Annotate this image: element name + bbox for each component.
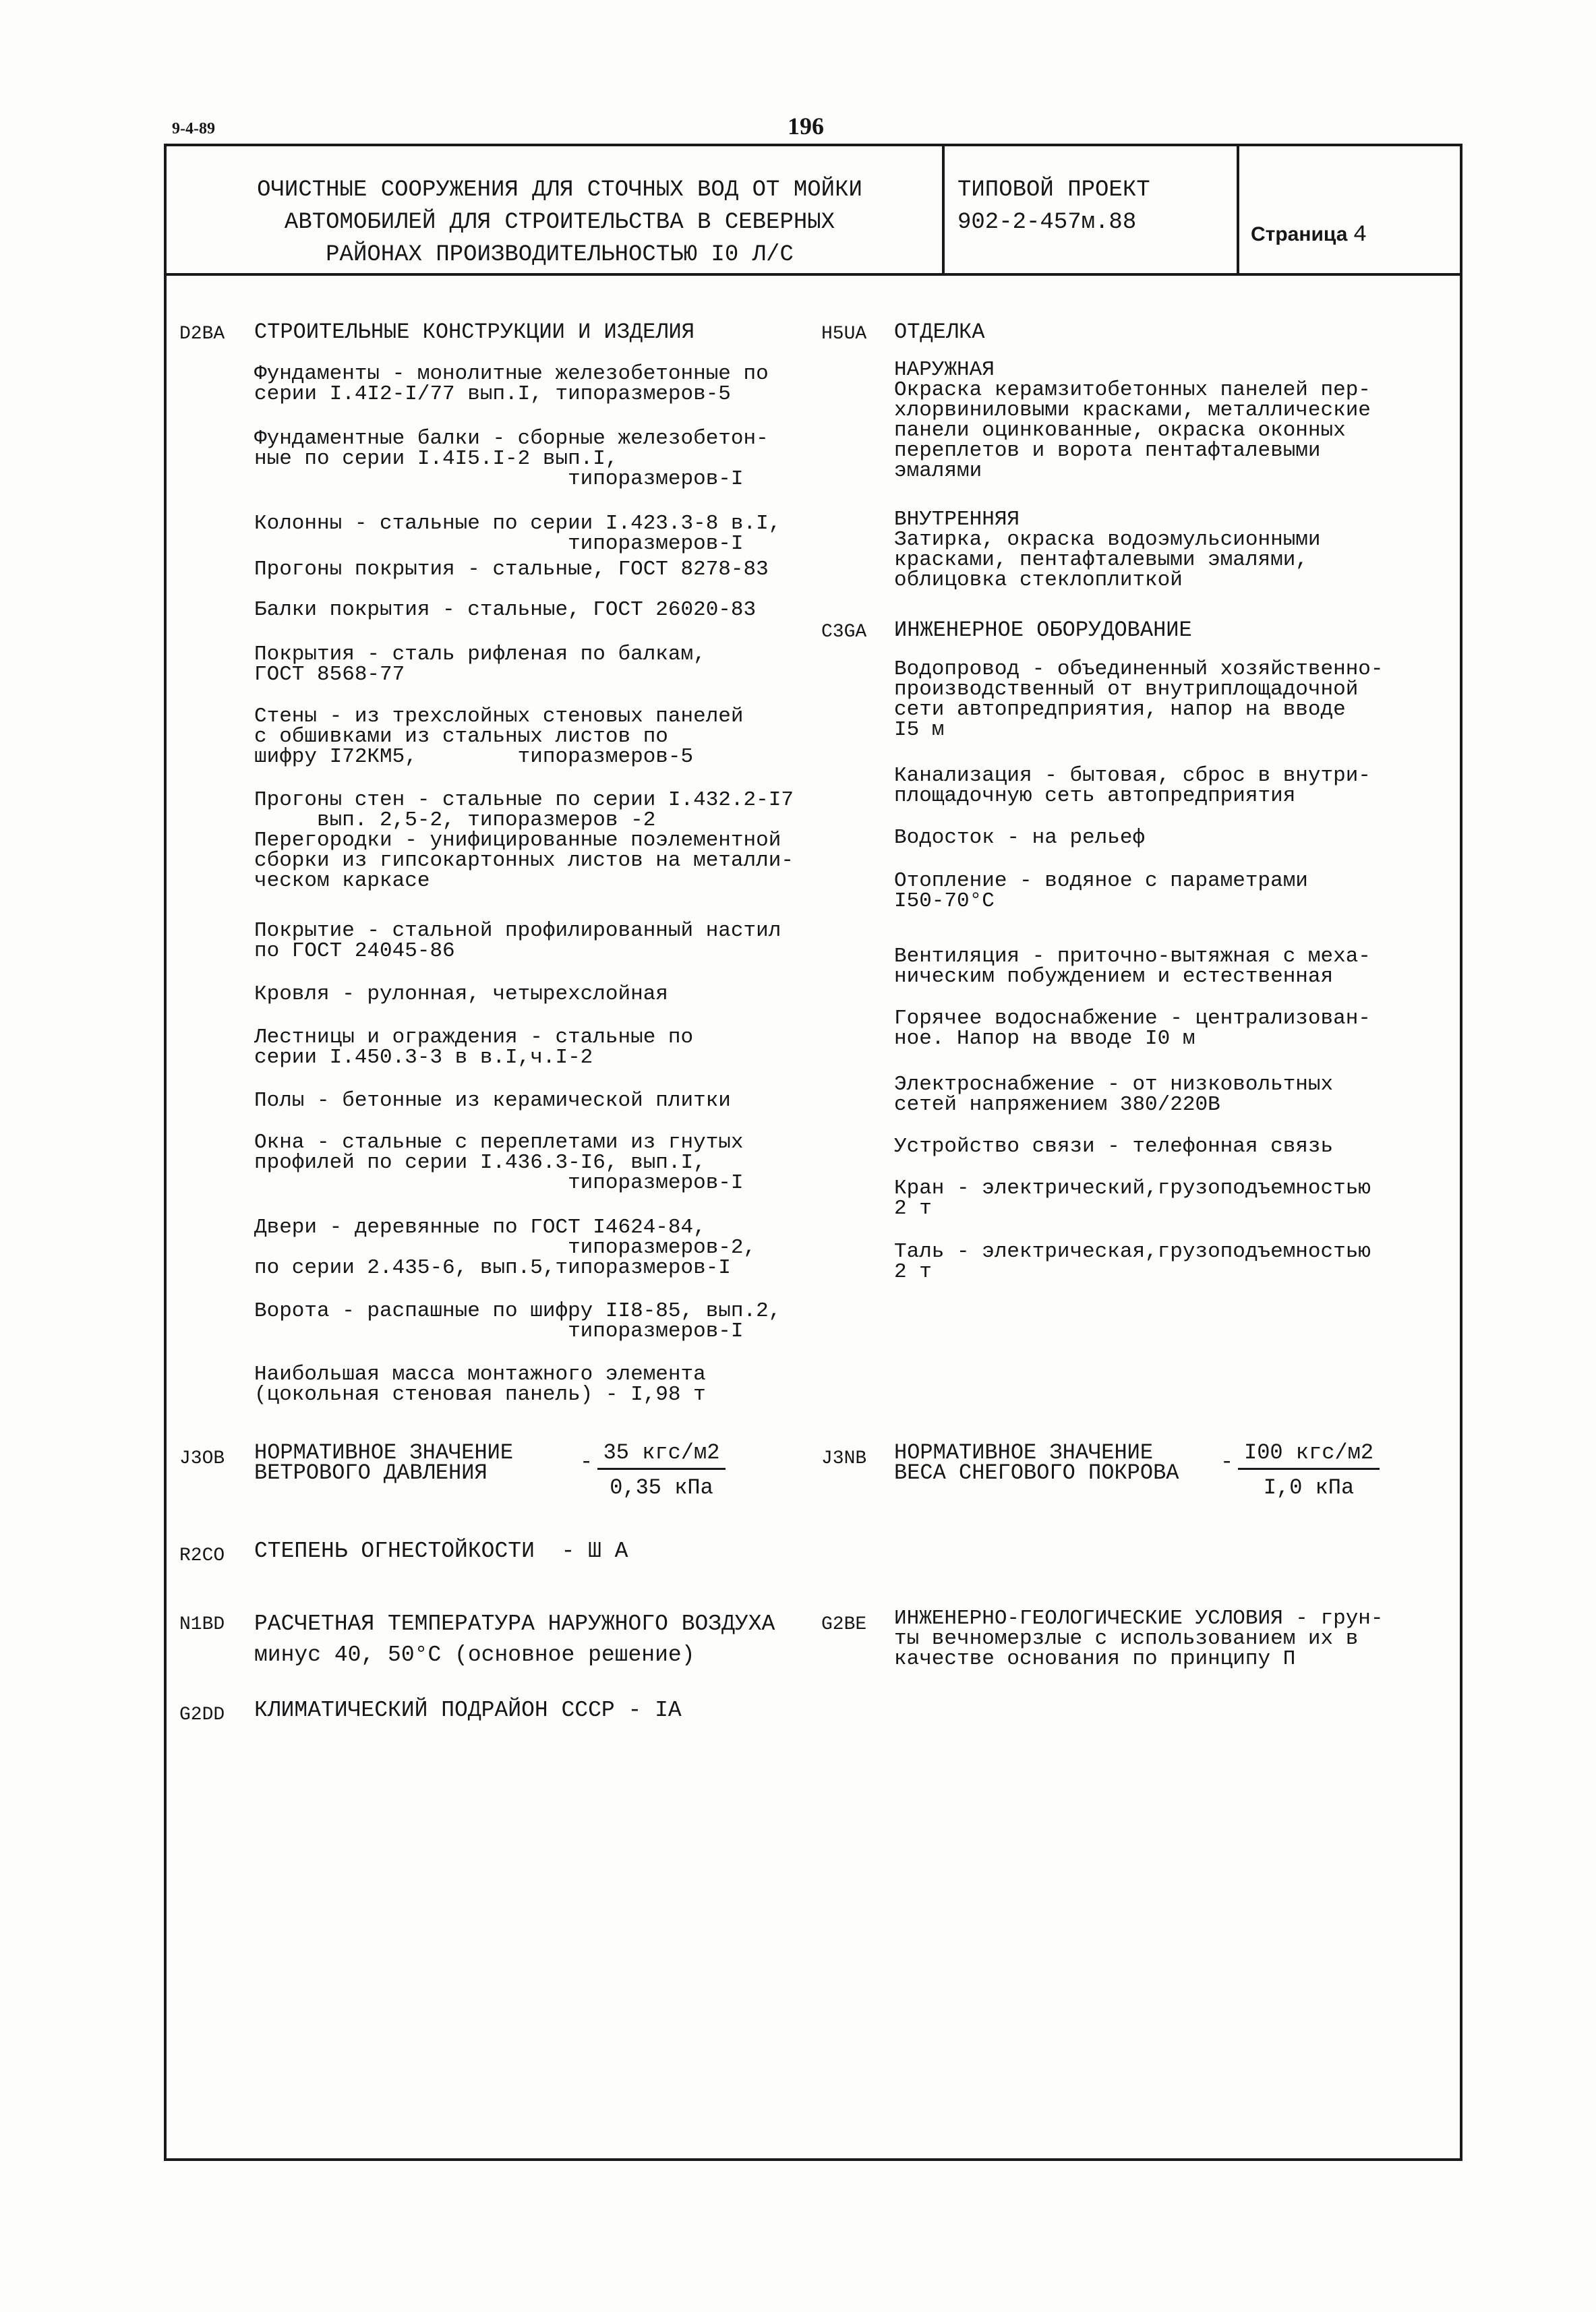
snow-value-kpa: I,0 кПа — [1263, 1475, 1355, 1500]
left-item: Колонны - стальные по серии I.423.3-8 в.I, типоразмеров-I — [254, 512, 781, 556]
right-item: Горячее водоснабжение - централизован- ное. Напор на вводе I0 м — [894, 1007, 1371, 1050]
geology-conditions: ИНЖЕНЕРНО-ГЕОЛОГИЧЕСКИЕ УСЛОВИЯ - грун- ты вечномерзлые с использованием их в качестве основания по принципу П — [894, 1607, 1384, 1671]
wind-label: НОРМАТИВНОЕ ЗНАЧЕНИЕ ВЕТРОВОГО ДАВЛЕНИЯ — [254, 1440, 514, 1485]
document-code: 9-4-89 — [172, 120, 215, 138]
right-item: Водосток - на рельеф — [894, 826, 1146, 850]
section-heading: ОТДЕЛКА — [894, 320, 985, 345]
title-block-divider — [164, 273, 1462, 276]
wind-value-kgs: 35 кгс/м2 — [597, 1440, 726, 1470]
left-item: Полы - бетонные из керамической плитки — [254, 1089, 731, 1113]
right-item: Устройство связи - телефонная связь — [894, 1135, 1334, 1158]
project-label: ТИПОВОЙ ПРОЕКТ — [957, 177, 1150, 203]
temperature-code: N1BD — [179, 1614, 225, 1635]
section-code: H5UA — [821, 324, 867, 345]
snow-value-kgs: I00 кгс/м2 — [1238, 1440, 1380, 1470]
right-item: Таль - электрическая,грузоподъемностью 2 т — [894, 1240, 1371, 1284]
snow-fraction — [1238, 1440, 1380, 1500]
right-item: Электроснабжение - от низковольтных сетей напряжением 380/220В — [894, 1073, 1334, 1117]
section-code: C3GA — [821, 622, 867, 643]
snow-label: НОРМАТИВНОЕ ЗНАЧЕНИЕ ВЕСА СНЕГОВОГО ПОКРОВА — [894, 1440, 1179, 1485]
fire-resistance: СТЕПЕНЬ ОГНЕСТОЙКОСТИ - Ш А — [254, 1539, 628, 1564]
wind-value-kpa: 0,35 кПа — [610, 1475, 713, 1500]
left-item: Стены - из трехслойных стеновых панелей с обшивками из стальных листов по шифру I72КМ5, типоразмеров-5 — [254, 705, 744, 769]
project-number: 902-2-457м.88 — [957, 210, 1137, 235]
left-item: Прогоны стен - стальные по серии I.432.2-I7 вып. 2,5-2, типоразмеров -2 Перегородки - унифицированные поэлементной сборки из гипсокартонных листов на металли- ческом каркасе — [254, 788, 794, 893]
title-line-1: ОЧИСТНЫЕ СООРУЖЕНИЯ ДЛЯ СТОЧНЫХ ВОД ОТ МОЙКИ — [257, 177, 862, 203]
sheet-page-label: Страница — [1251, 223, 1348, 245]
left-item: Наибольшая масса монтажного элемента (цокольная стеновая панель) - I,98 т — [254, 1363, 706, 1406]
right-item: Канализация - бытовая, сброс в внутри- площадочную сеть автопредприятия — [894, 764, 1371, 808]
left-item: Покрытия - сталь рифленая по балкам, ГОСТ 8568-77 — [254, 643, 706, 686]
section-heading: ИНЖЕНЕРНОЕ ОБОРУДОВАНИЕ — [894, 618, 1192, 643]
left-item: Фундаменты - монолитные железобетонные по серии I.4I2-I/77 вып.I, типоразмеров-5 — [254, 362, 769, 406]
sheet-page-value: 4 — [1353, 223, 1367, 248]
left-item: Кровля - рулонная, четырехслойная — [254, 982, 668, 1006]
sheet-page — [1251, 223, 1367, 248]
section-heading: СТРОИТЕЛЬНЫЕ КОНСТРУКЦИИ И ИЗДЕЛИЯ — [254, 320, 694, 345]
wind-code: J3OB — [179, 1448, 225, 1469]
wind-fraction — [597, 1440, 726, 1500]
page-number: 196 — [788, 113, 824, 140]
section-code: D2BA — [179, 324, 225, 345]
left-item: Окна - стальные с переплетами из гнутых профилей по серии I.436.3-I6, вып.I, типоразмеров-I — [254, 1131, 744, 1195]
left-item: Ворота - распашные по шифру II8-85, вып.2, типоразмеров-I — [254, 1299, 781, 1343]
climate-subregion: КЛИМАТИЧЕСКИЙ ПОДРАЙОН СССР - IА — [254, 1698, 682, 1723]
wind-dash: - — [580, 1450, 593, 1475]
snow-code: J3NB — [821, 1448, 867, 1469]
right-item: ВНУТРЕННЯЯ Затирка, окраска водоэмульсионными красками, пентафталевыми эмалями, облицовка стеклоплиткой — [894, 508, 1321, 592]
climate-code: G2DD — [179, 1705, 225, 1725]
project-info — [957, 174, 1254, 239]
snow-dash: - — [1220, 1450, 1234, 1475]
right-item: Отопление - водяное с параметрами I50-70°С — [894, 869, 1308, 913]
left-item: Лестницы и ограждения - стальные по серии I.450.3-3 в в.I,ч.I-2 — [254, 1026, 694, 1069]
right-item: Вентиляция - приточно-вытяжная с меха- ническим побуждением и естественная — [894, 945, 1371, 988]
title-line-3: РАЙОНАХ ПРОИЗВОДИТЕЛЬНОСТЬЮ I0 Л/С — [326, 242, 794, 268]
left-item: Балки покрытия - стальные, ГОСТ 26020-83 — [254, 598, 757, 622]
right-item: НАРУЖНАЯ Окраска керамзитобетонных панелей пер- хлорвиниловыми красками, металлические панели оцинкованные, окраска оконных переплетов и ворота пентафталевыми эмалями — [894, 358, 1371, 483]
left-item: Фундаментные балки - сборные железобетон- ные по серии I.4I5.I-2 вып.I, типоразмеров-I — [254, 427, 769, 491]
left-item: Прогоны покрытия - стальные, ГОСТ 8278-83 — [254, 558, 769, 581]
design-temperature: РАСЧЕТНАЯ ТЕМПЕРАТУРА НАРУЖНОГО ВОЗДУХА минус 40, 50°С (основное решение) — [254, 1611, 775, 1667]
right-item: Кран - электрический,грузоподъемностью 2 т — [894, 1177, 1371, 1220]
document-title — [216, 174, 904, 271]
geology-code: G2BE — [821, 1614, 867, 1635]
right-item: Водопровод - объединенный хозяйственно- производственный от внутриплощадочной сети автопредприятия, напор на вводе I5 м — [894, 657, 1384, 742]
title-col-divider-1 — [942, 144, 945, 276]
fire-code: R2CO — [179, 1545, 225, 1566]
left-item: Покрытие - стальной профилированный настил по ГОСТ 24045-86 — [254, 919, 781, 963]
title-line-2: АВТОМОБИЛЕЙ ДЛЯ СТРОИТЕЛЬСТВА В СЕВЕРНЫХ — [284, 210, 835, 235]
left-item: Двери - деревянные по ГОСТ I4624-84, типоразмеров-2, по серии 2.435-6, вып.5,типоразмеров-I — [254, 1216, 757, 1280]
